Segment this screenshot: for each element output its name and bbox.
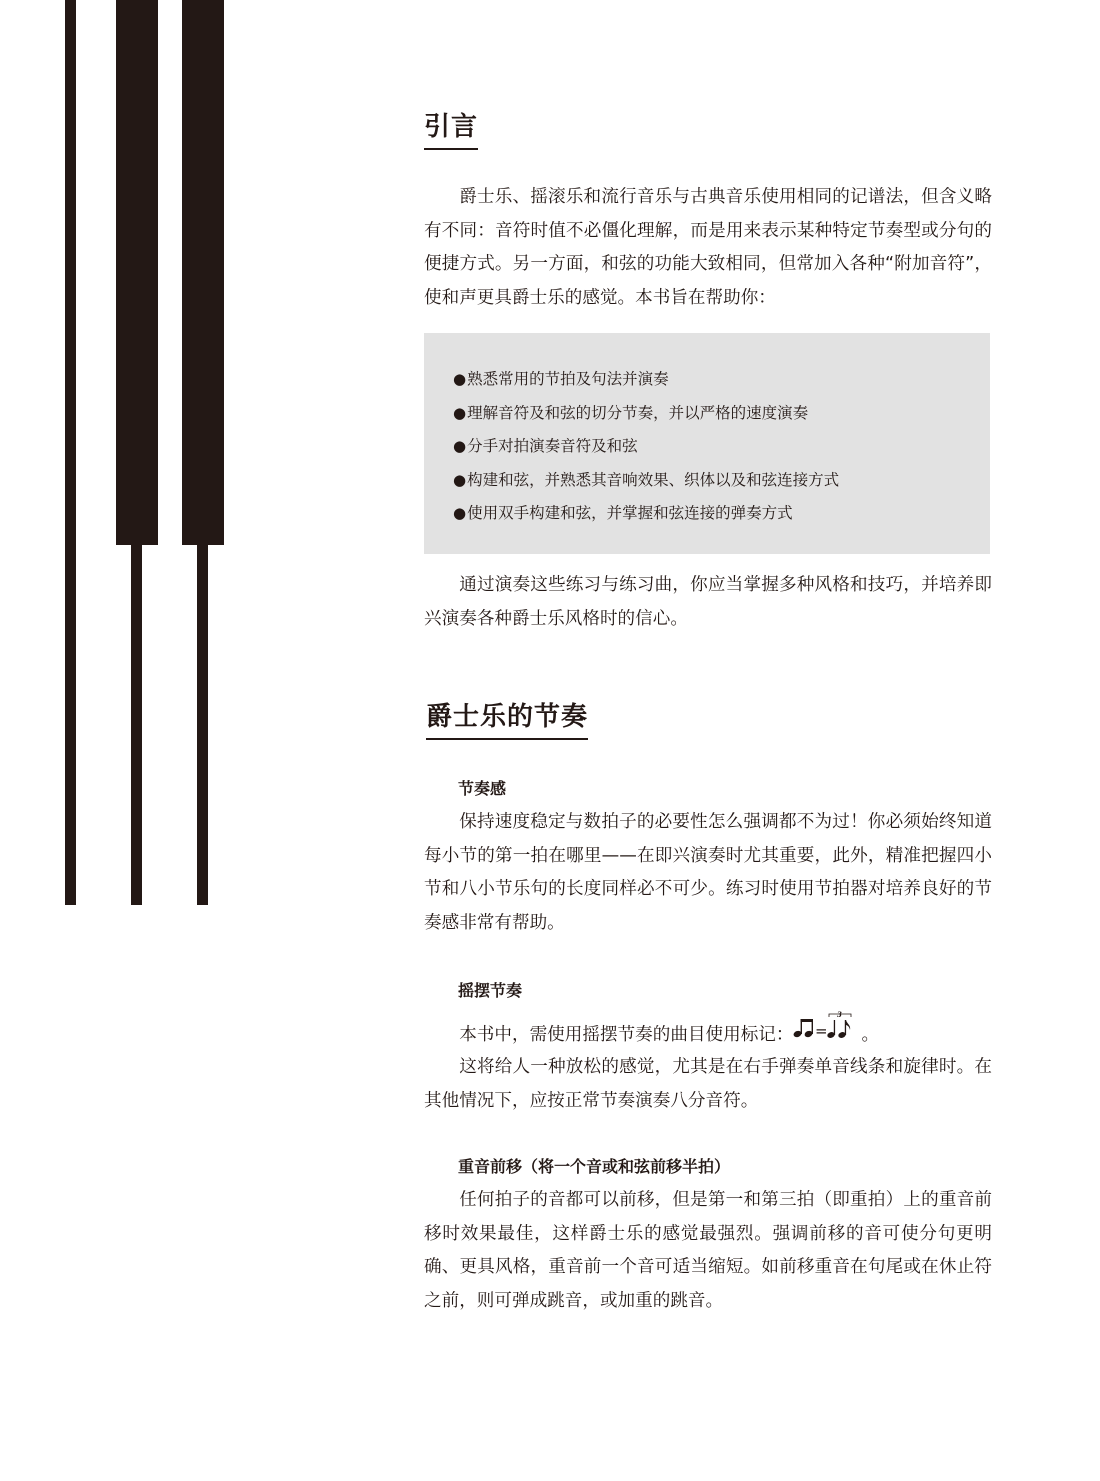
triplet-number: 3 [837,1010,843,1019]
swing-notation-line: 本书中，需使用摇摆节奏的曲目使用标记： = 3 。 [459,1010,880,1045]
bullet-icon: ● [453,470,467,489]
equals-sign: = [815,1022,829,1040]
list-item: ●熟悉常用的节拍及句法并演奏 [453,370,669,388]
list-item: ●使用双手构建和弦，并掌握和弦连接的弹奏方式 [453,504,793,522]
piano-key-stem-1 [131,543,142,905]
swing-notation-icon [793,1010,861,1042]
anticipation-paragraph: 任何拍子的音都可以前移，但是第一和第三拍（即重拍）上的重音前移时效果最佳，这样爵士乐的感觉最强烈。强调前移的音可使分句更明确、更具风格，重音前一个音可适当缩短。如前移重音在句尾或在休止符之前，则可弹成跳音，或加重的跳音。 [424,1190,992,1311]
piano-keys-decoration [0,0,260,910]
intro-paragraph-1: 爵士乐、摇滚乐和流行音乐与古典音乐使用相同的记谱法，但含义略有不同：音符时值不必僵化理解，而是用来表示某种特定节奏型或分句的便捷方式。另一方面，和弦的功能大致相同，但常加入各种“附加音符”，使和声更具爵士乐的感觉。本书旨在帮助你： [424,187,992,308]
bullet-icon: ● [453,370,467,388]
piano-black-key-2 [182,0,224,545]
bullet-icon: ● [453,437,467,455]
goals-box [424,333,990,554]
piano-key-left [65,0,76,905]
intro-heading: 引言 [424,110,478,150]
intro-paragraph-2: 通过演奏这些练习与练习曲，你应当掌握多种风格和技巧，并培养即兴演奏各种爵士乐风格时的信心。 [424,575,992,629]
piano-black-key-1 [116,0,158,545]
rhythm-heading: 爵士乐的节奏 [426,700,588,740]
bullet-icon: ● [453,504,467,522]
sense-title: 节奏感 [458,779,507,798]
list-item: ●构建和弦，并熟悉其音响效果、织体以及和弦连接方式 [453,470,840,489]
list-item: ●理解音符及和弦的切分节奏，并以严格的速度演奏 [453,403,809,422]
swing-paragraph: 这将给人一种放松的感觉，尤其是在右手弹奏单音线条和旋律时。在其他情况下，应按正常节奏演奏八分音符。 [424,1057,992,1111]
list-item: ●分手对拍演奏音符及和弦 [453,437,638,455]
goals-list [424,333,990,531]
sense-paragraph: 保持速度稳定与数拍子的必要性怎么强调都不为过！你必须始终知道每小节的第一拍在哪里——在即兴演奏时尤其重要，此外，精准把握四小节和八小节乐句的长度同样必不可少。练习时使用节拍器对培养良好的节奏感非常有帮助。 [424,812,992,933]
anticipation-title: 重音前移（将一个音或和弦前移半拍） [458,1157,731,1176]
bullet-icon: ● [453,403,467,422]
swing-title: 摇摆节奏 [458,981,523,1000]
piano-key-stem-2 [197,543,208,905]
